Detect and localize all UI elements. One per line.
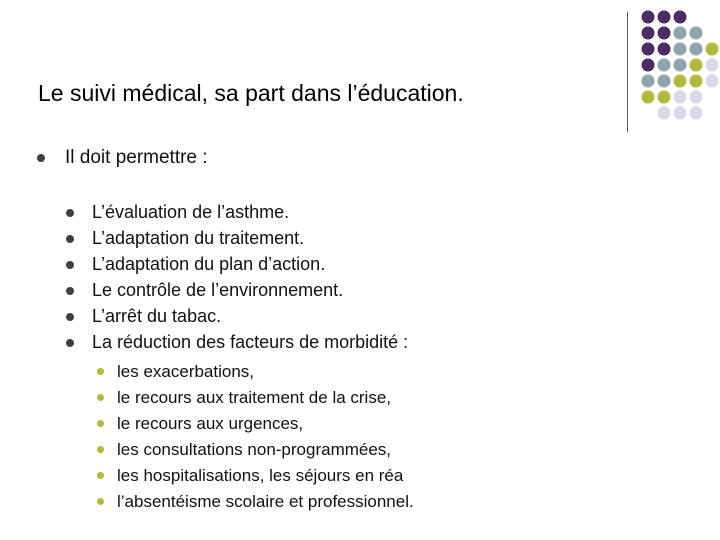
- decorative-dot: [642, 43, 655, 56]
- level2-item: L’adaptation du traitement.: [92, 228, 305, 248]
- level3-item: le recours aux traitement de la crise,: [117, 388, 392, 407]
- decorative-dot: [642, 75, 655, 88]
- level3-item: les consultations non-programmées,: [117, 440, 392, 459]
- level2-bullet-icon: [66, 339, 74, 347]
- decorative-dot: [706, 75, 719, 88]
- page-title: Le suivi médical, sa part dans l’éducation.: [38, 80, 464, 106]
- decorative-dot: [658, 27, 671, 40]
- level3-bullet-icon: [97, 368, 104, 375]
- decorative-dot: [674, 59, 687, 72]
- decorative-dot: [658, 107, 671, 120]
- decorative-dot: [658, 59, 671, 72]
- decorative-dot: [690, 75, 703, 88]
- decorative-dot: [674, 11, 687, 24]
- level2-item: Le contrôle de l’environnement.: [92, 280, 344, 300]
- decorative-dot: [642, 27, 655, 40]
- decorative-dot: [674, 107, 687, 120]
- level2-bullet-icon: [66, 313, 74, 321]
- level3-item: les exacerbations,: [117, 362, 255, 381]
- level2-item: L’adaptation du plan d’action.: [92, 254, 326, 274]
- decorative-dot: [658, 91, 671, 104]
- decorative-dot: [706, 43, 719, 56]
- decorative-dot-grid: [0, 0, 720, 140]
- level3-item: le recours aux urgences,: [117, 414, 304, 433]
- decorative-dot: [690, 43, 703, 56]
- decorative-dot: [642, 59, 655, 72]
- level1-item: Il doit permettre :: [65, 147, 208, 168]
- decorative-dot: [658, 43, 671, 56]
- decorative-dot: [690, 107, 703, 120]
- level3-bullet-icon: [97, 472, 104, 479]
- decorative-dot: [706, 59, 719, 72]
- decorative-dot: [658, 75, 671, 88]
- level2-item: L’évaluation de l’asthme.: [92, 202, 290, 222]
- decorative-dot: [674, 75, 687, 88]
- level2-bullet-icon: [66, 261, 74, 269]
- decorative-dot: [690, 27, 703, 40]
- decorative-dot: [690, 91, 703, 104]
- decorative-dot: [642, 91, 655, 104]
- decorative-dot: [658, 11, 671, 24]
- decorative-dot: [690, 59, 703, 72]
- decorative-dot: [642, 11, 655, 24]
- level3-bullet-icon: [97, 394, 104, 401]
- level2-bullet-icon: [66, 209, 74, 217]
- level2-bullet-icon: [66, 287, 74, 295]
- decorative-dot: [674, 27, 687, 40]
- level1-bullet-icon: [37, 154, 45, 162]
- level3-bullet-icon: [97, 498, 104, 505]
- level3-item: les hospitalisations, les séjours en réa: [117, 466, 404, 485]
- level3-bullet-icon: [97, 446, 104, 453]
- level2-item: La réduction des facteurs de morbidité :: [92, 332, 409, 352]
- level2-bullet-icon: [66, 235, 74, 243]
- level3-bullet-icon: [97, 420, 104, 427]
- level3-item: l’absentéisme scolaire et professionnel.: [117, 492, 414, 511]
- decorative-dot: [674, 43, 687, 56]
- decorative-dot: [674, 91, 687, 104]
- level2-item: L’arrêt du tabac.: [92, 306, 222, 326]
